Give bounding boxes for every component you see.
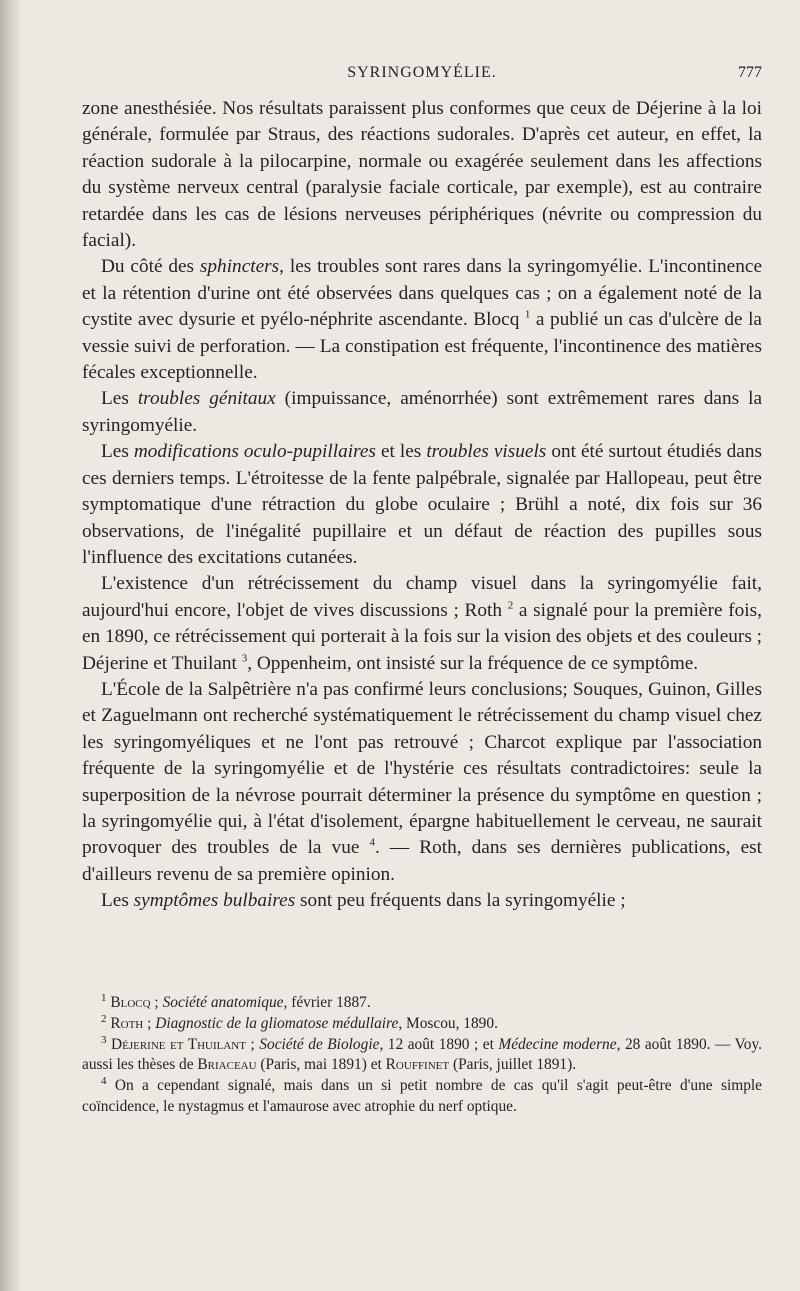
text-run: ;: [150, 994, 163, 1011]
paragraph-salpetriere: [82, 677, 762, 888]
text-run: , 28 août 1890. — Voy. aussi les thèses de: [82, 1035, 762, 1074]
text-run: ;: [245, 1035, 260, 1053]
paragraph-genital-troubles: [82, 386, 762, 439]
text-run: , février 1887.: [283, 994, 371, 1011]
text-run: sont peu fréquents dans la syringomyélie ;: [295, 890, 626, 912]
footnote-ref: 3: [241, 652, 248, 665]
italic-term: sphincters: [199, 256, 280, 278]
author-name: Roth: [110, 1014, 144, 1032]
text-run: L'existence d'un rétrécissement du champ visuel dans la syringomyélie fait, aujourd'hui encore, l'objet de vives discussions ; Roth: [82, 573, 762, 621]
author-name: Déjerine et Thuilant: [111, 1035, 246, 1053]
paragraph-oculo-pupillary: [82, 439, 762, 571]
paragraph-sweat-reaction: [82, 96, 762, 254]
text-run: , les troubles sont rares dans la syringomyélie. L'incontinence et la rétention d'urine ont été observées dans quelques cas ; on a également noté de la cystite avec dysurie et pyélo-néphrite ascendante. Blocq: [82, 256, 762, 331]
running-head: [82, 64, 762, 90]
text-run: a publié un cas d'ulcère de la vessie suivi de perforation. — La constipation est fréquente, l'incontinence des matières fécales exceptionnelle.: [82, 309, 762, 384]
text-run: L'École de la Salpêtrière n'a pas confirmé leurs conclusions; Souques, Guinon, Gilles et Zaguelmann ont recherché systématiquement le rétrécissement du champ visuel chez les syringomyéliques et ne l'ont pas retrouvé ; Charcot explique par l'association fréquente de la syringomyélie et de l'hystérie ces résultats contradictoires: seule la superposition de la névrose pourrait déterminer la présence du symptôme en question ; la syringomyélie qui, à l'état d'isolement, épargne habituellement le cerveau, ne saurait provoquer des troubles de la vue: [82, 678, 762, 859]
footnote-mark: 4: [101, 1075, 107, 1088]
italic-title: Société anatomique: [162, 994, 284, 1011]
text-run: On a cependant signalé, mais dans un si petit nombre de cas qu'il s'agit peut-être d'une simple coïncidence, le nystagmus et l'amaurose avec atrophie du nerf optique.: [82, 1077, 762, 1115]
paragraph-bulbar-symptoms: [82, 888, 762, 914]
footnote-mark: 2: [101, 1012, 107, 1025]
text-run: (Paris, mai 1891) et: [256, 1056, 386, 1074]
italic-term: troubles visuels: [426, 441, 547, 463]
text-run: Les: [101, 441, 134, 463]
text-run: , Oppenheim, ont insisté sur la fréquence de ce symptôme.: [247, 652, 699, 674]
author-name: Briaceau: [197, 1056, 257, 1074]
running-title: SYRINGOMYÉLIE.: [347, 64, 497, 81]
text-run: , 12 août 1890 ; et: [379, 1035, 499, 1053]
text-run: et les: [375, 441, 427, 463]
text-run: ;: [143, 1014, 156, 1032]
text-run: ont été surtout étudiés dans ces derniers temps. L'étroitesse de la fente palpébrale, signalée par Hallopeau, peut être symptomatique d'une rétraction du globe oculaire ; Brühl a noté, dix fois sur 36 observations, de l'inégalité pupillaire et un défaut de réaction des pupilles sous l'influence des excitations cutanées.: [82, 441, 762, 568]
italic-term: symptômes bulbaires: [133, 890, 296, 912]
text-run: a signalé pour la première fois, en 1890, ce rétrécissement qui porterait à la fois sur la vision des objets et des couleurs ; Déjerine et Thuilant: [82, 599, 763, 674]
footnote-3: [82, 1035, 762, 1077]
text-run: , Moscou, 1890.: [398, 1014, 498, 1032]
italic-title: Diagnostic de la gliomatose médullaire: [155, 1014, 399, 1032]
body-text: [82, 96, 762, 915]
text-run: (Paris, juillet 1891).: [449, 1056, 577, 1074]
paragraph-text: zone anesthésiée. Nos résultats paraissent plus conformes que ceux de Déjerine à la loi générale, formulée par Straus, des réactions sudorales. D'après cet auteur, en effet, la réaction sudorale à la pilocarpine, normale ou exagérée seulement dans les affections du système nerveux central (paralysie faciale corticale, par exemple), est au contraire retardée dans les cas de lésions nerveuses périphériques (névrite ou compression du facial).: [82, 98, 762, 252]
text-run: Les: [101, 388, 138, 410]
footnotes: [82, 993, 762, 1118]
text-run: Les: [101, 890, 134, 912]
footnote-mark: 1: [101, 991, 107, 1004]
author-name: Rouffinet: [385, 1056, 450, 1074]
italic-term: modifications oculo-pupillaires: [133, 441, 376, 463]
italic-title: Société de Biologie: [259, 1035, 380, 1053]
footnote-ref: 2: [507, 599, 514, 612]
footnote-ref: 4: [369, 836, 375, 849]
footnote-ref: 1: [524, 308, 531, 321]
page-number: 777: [738, 64, 762, 81]
text-run: . — Roth, dans ses dernières publications, est d'ailleurs revenu de sa première opinion.: [82, 837, 762, 885]
text-run: Du côté des: [101, 256, 200, 278]
footnote-1: [82, 993, 762, 1014]
paragraph-visual-field: [82, 571, 762, 677]
paragraph-sphincters: [82, 254, 762, 386]
italic-term: troubles génitaux: [137, 388, 276, 410]
text-run: (impuissance, aménorrhée) sont extrêmement rares dans la syringomyélie.: [82, 388, 762, 436]
page-edge-shadow: [0, 0, 22, 1291]
author-name: Blocq: [110, 994, 151, 1011]
footnote-2: [82, 1014, 762, 1035]
footnote-mark: 3: [101, 1033, 107, 1046]
footnote-4: [82, 1076, 762, 1118]
italic-title: Médecine moderne: [498, 1035, 617, 1053]
